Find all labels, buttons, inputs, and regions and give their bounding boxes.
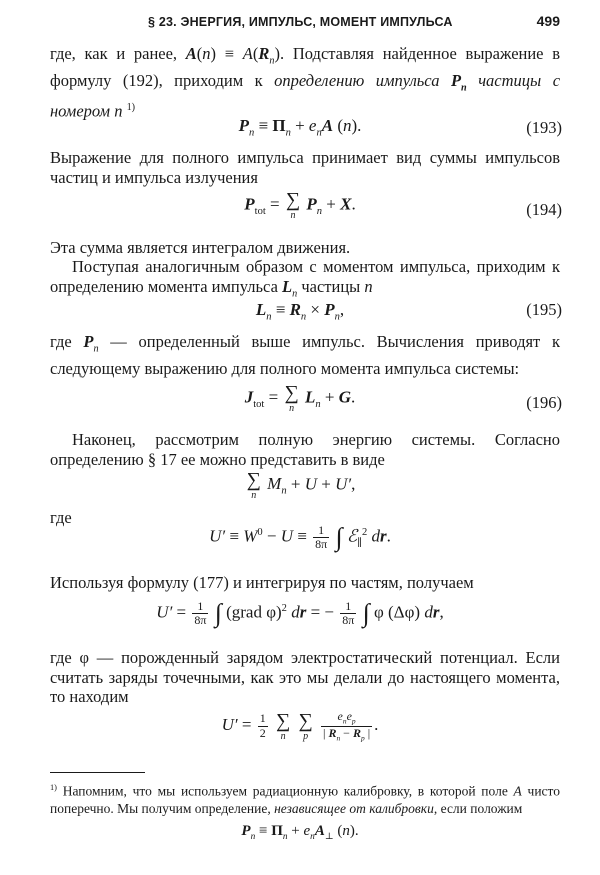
equation-number: (195) <box>526 300 562 319</box>
energy-expression: ∑ n $M_n + U + U'$, <box>246 469 356 501</box>
equation-number: (193) <box>526 118 562 137</box>
page-header <box>50 12 560 32</box>
equation-193: $P_n \equiv \Pi_n + e_nA$ (n). (193) <box>238 116 562 139</box>
paragraph-8: Используя формулу (177) и интегрируя по частям, получаем <box>50 573 474 592</box>
paragraph-4: Поступая аналогичным образом с моментом импульса, приходим к определению момента импульса $L_n$ частицы n <box>50 257 560 299</box>
footnote-rule <box>50 772 145 773</box>
paragraph-1: где, как и ранее, $A(n) \equiv A(R_n)$. Подставляя найденное выражение в формулу (192), приходим к определению импульса $P_n$ частицы с номером n $^{1)}$ <box>50 44 561 121</box>
footnote-equation: $P_n \equiv \Pi_n + e_nA_\perp$ (n). <box>241 823 359 842</box>
equation-number: (194) <box>526 200 562 219</box>
equation-integration: U′ = $\frac{1}{8\pi}$ ∫ (grad φ)$^2$ dr = − $\frac{1}{8\pi}$ ∫ φ (Δφ) dr, <box>156 598 444 628</box>
equation-196: $J_{tot}$ = ∑ n $L_n + G$. (196) <box>244 382 562 414</box>
page-number: 499 <box>536 13 560 29</box>
footnote-ref: 1) <box>126 101 136 113</box>
equation-number: (196) <box>526 393 562 412</box>
paragraph-9: где φ — порожденный зарядом электростатический потенциал. Если считать заряды точечными, как это мы делали до настоящего момента, то находим <box>50 648 560 706</box>
paragraph-7: где <box>50 508 72 527</box>
running-title: § 23. ЭНЕРГИЯ, ИМПУЛЬС, МОМЕНТ ИМПУЛЬСА <box>148 15 453 29</box>
paragraph-6: Наконец, рассмотрим полную энергию системы. Согласно определению § 17 ее можно представить в виде <box>50 430 560 469</box>
equation-194: $P_{tot}$ = ∑ n $P_n + X$. (194) <box>244 189 562 221</box>
paragraph-5: где $P_n$ — определенный выше импульс. Вычисления приводят к следующему выражению для полного момента импульса системы: <box>50 332 560 378</box>
equation-double-sum: U′ = $\frac{1}{2}$ ∑ n ∑ p $\frac{e_ne_p}{| R_n - R_p |}$ . <box>221 709 379 742</box>
paragraph-2: Выражение для полного импульса принимает вид суммы импульсов частиц и импульса излучения <box>50 148 560 187</box>
equation-u-prime: $U' \equiv W^0 - U$ ≡ $\frac{1}{8\pi}$ ∫ ℰ$_\parallel^2$ dr. <box>209 522 391 552</box>
paragraph-3: Эта сумма является интегралом движения. <box>50 238 351 257</box>
equation-195: $L_n \equiv R_n \times P_n$, (195) <box>255 300 562 323</box>
footnote: $^{1)}$ Напомним, что мы используем радиационную калибровку, в которой поле A чисто поперечно. Мы получим определение, независящее от калибровки, если положим <box>50 783 561 816</box>
